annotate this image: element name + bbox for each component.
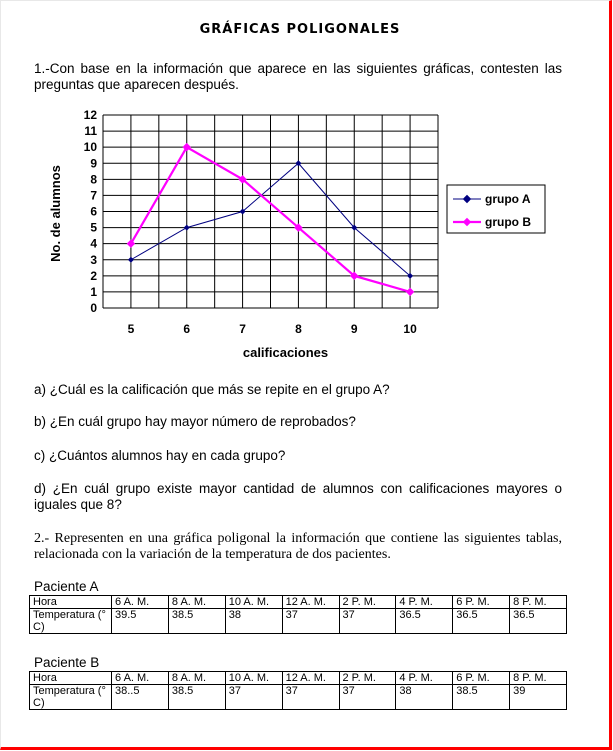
header-cell: Hora [30,596,112,609]
y-tick-label: 11 [84,124,97,139]
y-tick-label: 4 [90,236,97,251]
value-cell: 37 [282,685,339,710]
y-tick-label: 6 [90,204,97,219]
data-point-grupo-a [184,225,190,231]
y-tick-label: 5 [90,220,97,235]
header-cell: 6 A. M. [112,596,169,609]
question-d: d) ¿En cuál grupo existe mayor cantidad de alumnos con calificaciones mayores o iguales que 8? [34,481,562,512]
value-cell: 39 [510,685,567,710]
value-cell: 38.5 [453,685,510,710]
y-tick-label: 1 [90,284,97,299]
y-tick-label: 3 [90,252,97,267]
table-row [30,609,567,634]
header-cell: 4 P. M. [396,596,453,609]
header-cell: 6 P. M. [453,672,510,685]
table-b-label: Paciente B [34,655,100,670]
y-tick-label: 10 [83,140,97,155]
header-cell: 8 P. M. [510,596,567,609]
question-a: a) ¿Cuál es la calificación que más se repite en el grupo A? [34,382,390,397]
line-chart [0,0,613,375]
legend-label: grupo B [485,215,531,229]
page-title: GRÁFICAS POLIGONALES [199,22,401,37]
value-cell: 37 [339,609,396,634]
value-cell: 38..5 [112,685,169,710]
y-tick-label: 12 [83,108,97,122]
value-cell: 37 [282,609,339,634]
data-point-grupo-a [128,257,134,263]
table-paciente-a [29,595,567,634]
y-tick-label: 9 [90,156,97,171]
y-tick-label: 2 [90,268,97,283]
x-tick-label: 6 [183,322,191,336]
header-cell: 8 P. M. [510,672,567,685]
x-tick-label: 9 [350,322,358,336]
value-cell: 36.5 [396,609,453,634]
header-cell: 10 A. M. [225,672,282,685]
value-cell: 38.5 [168,609,225,634]
header-cell: 10 A. M. [225,596,282,609]
value-cell: 38 [225,609,282,634]
value-cell: 38.5 [168,685,225,710]
x-axis-label: calificaciones [242,345,329,360]
x-tick-label: 7 [239,322,246,336]
table-header-row [30,596,567,609]
header-cell: Hora [30,672,112,685]
value-cell: 39.5 [112,609,169,634]
y-tick-label: 0 [90,301,97,315]
value-cell: 37 [339,685,396,710]
row-label-cell: Temperatura (° C) [30,685,112,710]
table-header-row [30,672,567,685]
x-tick-label: 10 [403,322,417,336]
value-cell: 38 [396,685,453,710]
header-cell: 2 P. M. [339,672,396,685]
question-b: b) ¿En cuál grupo hay mayor número de reprobados? [34,414,356,429]
data-point-grupo-b [406,288,414,296]
header-cell: 12 A. M. [282,672,339,685]
y-tick-label: 7 [90,188,97,203]
header-cell: 6 P. M. [453,596,510,609]
header-cell: 4 P. M. [396,672,453,685]
header-cell: 6 A. M. [112,672,169,685]
table-a-label: Paciente A [34,579,99,594]
header-cell: 2 P. M. [339,596,396,609]
header-cell: 12 A. M. [282,596,339,609]
y-tick-label: 8 [90,172,97,187]
value-cell: 37 [225,685,282,710]
y-axis-label: No. de alumnos [48,165,63,262]
x-tick-label: 8 [295,322,302,336]
row-label-cell: Temperatura (° C) [30,609,112,634]
x-tick-label: 5 [127,322,135,336]
table-paciente-b [29,671,567,710]
table-row [30,685,567,710]
intro-paragraph-2: 2.- Representen en una gráfica poligonal la información que contiene las siguientes tablas, relacionada con la variación de la temperatura de dos pacientes. [34,531,562,562]
header-cell: 8 A. M. [168,596,225,609]
value-cell: 36.5 [510,609,567,634]
legend-label: grupo A [485,192,531,206]
header-cell: 8 A. M. [168,672,225,685]
intro-paragraph: 1.-Con base en la información que aparece en las siguientes gráficas, contesten las preguntas que aparecen después. [34,61,562,92]
question-c: c) ¿Cuántos alumnos hay en cada grupo? [34,448,286,463]
value-cell: 36.5 [453,609,510,634]
